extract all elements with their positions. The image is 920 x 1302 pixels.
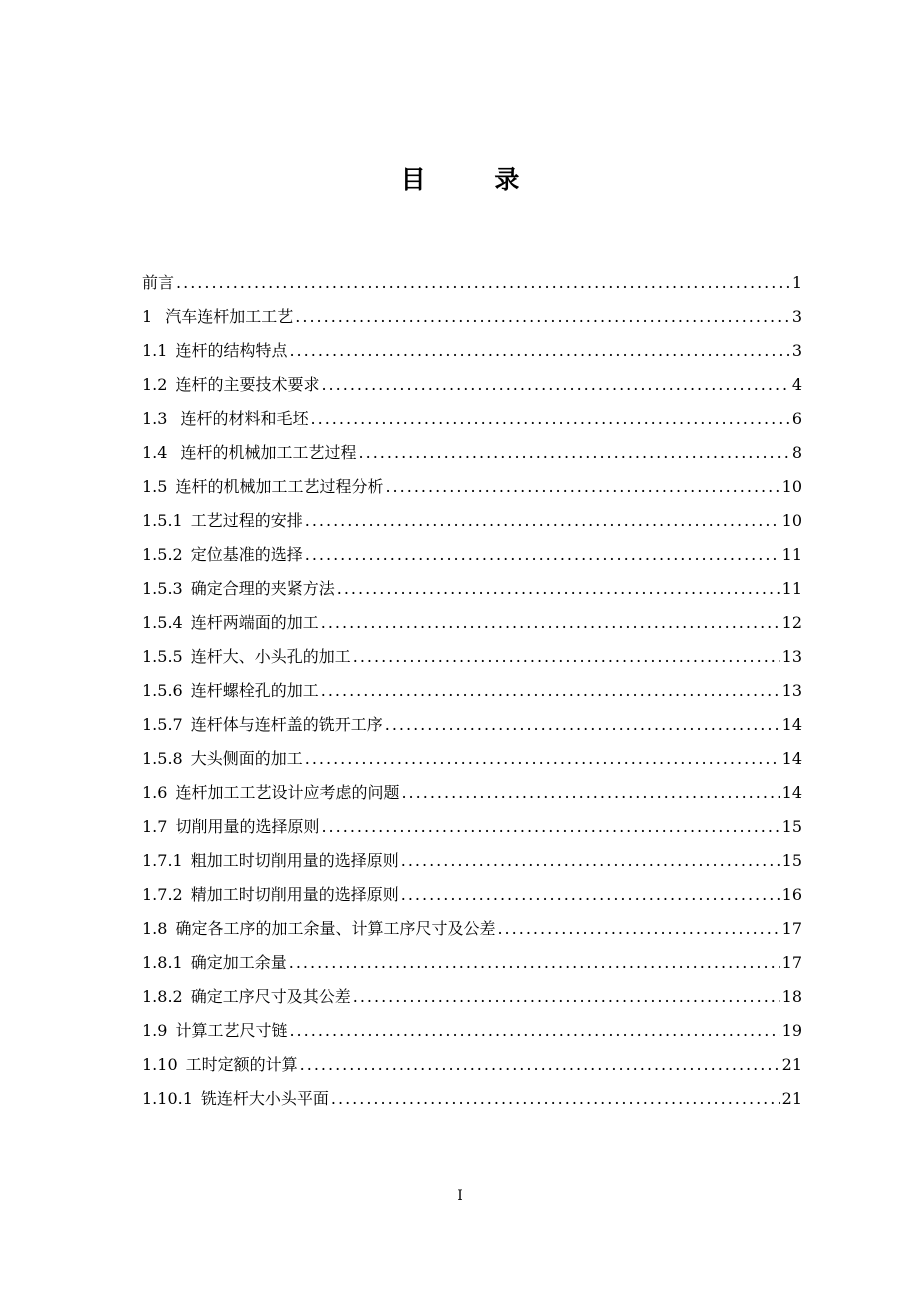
toc-entry-page: 4 (791, 375, 802, 394)
toc-entry[interactable] (142, 1082, 802, 1116)
toc-entry-page: 21 (781, 1089, 802, 1108)
toc-entry[interactable] (142, 1014, 802, 1048)
page-number: I (457, 1188, 463, 1204)
toc-entry-number: 1.5.5 (142, 647, 183, 666)
toc-entry-label: 汽车连杆加工工艺 (160, 307, 294, 326)
toc-dot-leader (321, 674, 780, 708)
toc-entry-number: 1.5.3 (142, 579, 183, 598)
toc-entry-label: 确定各工序的加工余量、计算工序尺寸及公差 (175, 919, 496, 938)
toc-entry-page: 15 (781, 851, 802, 870)
toc-entry-label: 工时定额的计算 (185, 1055, 298, 1074)
toc-entry-page: 10 (781, 511, 802, 530)
toc-entry-page: 17 (781, 919, 802, 938)
toc-entry-page: 14 (781, 715, 802, 734)
toc-entry-label: 连杆两端面的加工 (190, 613, 319, 632)
toc-dot-leader (289, 946, 780, 980)
toc-entry-label: 连杆的机械加工工艺过程分析 (175, 477, 384, 496)
toc-entry-page: 1 (791, 273, 802, 292)
toc-entry-label: 连杆的主要技术要求 (175, 375, 320, 394)
toc-dot-leader (305, 504, 780, 538)
toc-entry-label: 确定工序尺寸及其公差 (190, 987, 351, 1006)
toc-entry-page: 13 (781, 647, 802, 666)
toc-entry-label: 铣连杆大小头平面 (200, 1089, 329, 1108)
toc-entry-number: 1.8.1 (142, 953, 183, 972)
toc-entry-number: 1.5.7 (142, 715, 183, 734)
toc-entry-page: 3 (791, 341, 802, 360)
toc-entry-label: 连杆螺栓孔的加工 (190, 681, 319, 700)
toc-entry[interactable] (142, 776, 802, 810)
toc-entry-label: 连杆加工工艺设计应考虑的问题 (175, 783, 400, 802)
toc-entry-label: 确定合理的夹紧方法 (190, 579, 335, 598)
toc-entry-label: 连杆的结构特点 (175, 341, 288, 360)
toc-entry[interactable] (142, 980, 802, 1014)
toc-entry-label: 连杆大、小头孔的加工 (190, 647, 351, 666)
toc-entry-page: 11 (781, 545, 802, 564)
page-title: 目 录 (400, 165, 550, 194)
toc-entry[interactable] (142, 470, 802, 504)
toc-entry[interactable] (142, 538, 802, 572)
toc-entry-number: 1.5.1 (142, 511, 183, 530)
toc-entry-label: 计算工艺尺寸链 (175, 1021, 288, 1040)
toc-entry-label: 前言 (142, 273, 175, 292)
toc-dot-leader (289, 334, 789, 368)
toc-entry-label: 大头侧面的加工 (190, 749, 303, 768)
toc-entry-page: 16 (781, 885, 802, 904)
toc-entry-page: 15 (781, 817, 802, 836)
toc-entry-label: 工艺过程的安排 (190, 511, 303, 530)
toc-dot-leader (295, 300, 790, 334)
toc-entry-number: 1.5.6 (142, 681, 183, 700)
toc-entry-label: 切削用量的选择原则 (175, 817, 320, 836)
toc-entry-number: 1.5 (142, 477, 168, 496)
toc-entry-page: 18 (781, 987, 802, 1006)
toc-entry[interactable] (142, 1048, 802, 1082)
toc-entry-number: 1.10.1 (142, 1089, 193, 1108)
toc-entry-number: 1.8.2 (142, 987, 183, 1006)
table-of-contents (142, 266, 802, 1116)
toc-entry-number: 1.3 (142, 409, 168, 428)
toc-entry[interactable] (142, 606, 802, 640)
toc-entry-page: 21 (781, 1055, 802, 1074)
toc-dot-leader (401, 878, 780, 912)
toc-entry-number: 1.8 (142, 919, 168, 938)
toc-dot-leader (321, 606, 780, 640)
toc-entry[interactable] (142, 946, 802, 980)
toc-dot-leader (300, 1048, 780, 1082)
toc-entry[interactable] (142, 810, 802, 844)
toc-entry-label: 精加工时切削用量的选择原则 (190, 885, 399, 904)
toc-entry-label: 粗加工时切削用量的选择原则 (190, 851, 399, 870)
toc-entry[interactable] (142, 334, 802, 368)
toc-entry-number: 1.2 (142, 375, 168, 394)
toc-entry[interactable] (142, 402, 802, 436)
toc-dot-leader (337, 572, 780, 606)
toc-dot-leader (289, 1014, 779, 1048)
toc-dot-leader (321, 368, 789, 402)
toc-entry[interactable] (142, 742, 802, 776)
toc-dot-leader (311, 402, 790, 436)
toc-entry[interactable] (142, 640, 802, 674)
toc-entry-number: 1.10 (142, 1055, 178, 1074)
toc-dot-leader (353, 640, 780, 674)
toc-dot-leader (321, 810, 779, 844)
toc-dot-leader (401, 844, 780, 878)
toc-entry-label: 连杆的材料和毛坯 (175, 409, 309, 428)
toc-entry-number: 1.7.2 (142, 885, 183, 904)
toc-entry-label: 确定加工余量 (190, 953, 287, 972)
toc-dot-leader (305, 538, 780, 572)
toc-entry[interactable] (142, 436, 802, 470)
toc-entry-number: 1.6 (142, 783, 168, 802)
toc-entry-number: 1.4 (142, 443, 168, 462)
toc-entry-page: 6 (791, 409, 802, 428)
toc-entry[interactable] (142, 300, 802, 334)
toc-entry[interactable] (142, 708, 802, 742)
toc-entry[interactable] (142, 266, 802, 300)
toc-entry-page: 14 (781, 749, 802, 768)
toc-entry[interactable] (142, 912, 802, 946)
toc-dot-leader (305, 742, 780, 776)
toc-entry-number: 1.7 (142, 817, 168, 836)
toc-dot-leader (331, 1082, 780, 1116)
toc-entry-page: 11 (781, 579, 802, 598)
toc-dot-leader (359, 436, 790, 470)
toc-entry-number: 1.9 (142, 1021, 168, 1040)
toc-dot-leader (401, 776, 779, 810)
toc-entry-page: 10 (781, 477, 802, 496)
toc-dot-leader (176, 266, 790, 300)
toc-entry-page: 19 (781, 1021, 802, 1040)
toc-entry[interactable] (142, 844, 802, 878)
toc-entry[interactable] (142, 674, 802, 708)
toc-entry[interactable] (142, 504, 802, 538)
toc-entry-page: 14 (781, 783, 802, 802)
toc-dot-leader (385, 708, 780, 742)
toc-entry-number: 1.5.8 (142, 749, 183, 768)
toc-entry-page: 8 (791, 443, 802, 462)
toc-entry-label: 定位基准的选择 (190, 545, 303, 564)
toc-entry[interactable] (142, 572, 802, 606)
toc-dot-leader (353, 980, 780, 1014)
toc-dot-leader (385, 470, 779, 504)
toc-entry[interactable] (142, 878, 802, 912)
toc-dot-leader (497, 912, 779, 946)
toc-entry-label: 连杆体与连杆盖的铣开工序 (190, 715, 383, 734)
toc-entry-label: 连杆的机械加工工艺过程 (175, 443, 357, 462)
toc-entry[interactable] (142, 368, 802, 402)
toc-entry-number: 1.7.1 (142, 851, 183, 870)
toc-entry-number: 1.5.2 (142, 545, 183, 564)
toc-entry-page: 13 (781, 681, 802, 700)
toc-entry-number: 1.5.4 (142, 613, 183, 632)
toc-entry-page: 17 (781, 953, 802, 972)
toc-entry-page: 3 (791, 307, 802, 326)
toc-entry-number: 1.1 (142, 341, 168, 360)
toc-entry-number: 1 (142, 307, 153, 326)
toc-entry-page: 12 (781, 613, 802, 632)
